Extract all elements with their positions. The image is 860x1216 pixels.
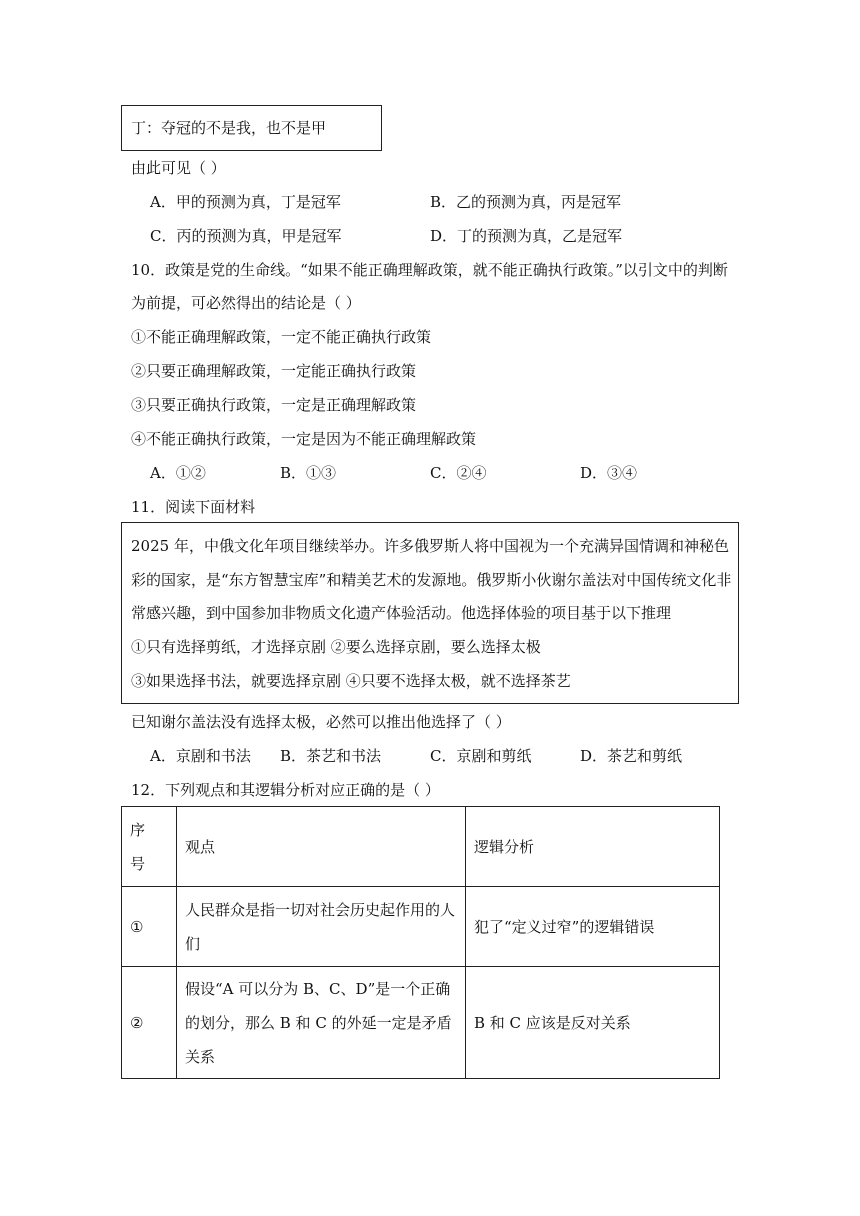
table-row xyxy=(122,967,720,1079)
row-view: 人民群众是指一切对社会历史起作用的人们 xyxy=(177,887,466,967)
q11-option-a[interactable]: A．京剧和书法 xyxy=(150,747,251,765)
question-12-stem: 12．下列观点和其逻辑分析对应正确的是（ ） xyxy=(131,781,440,799)
q10-statement-1: ①不能正确理解政策，一定不能正确执行政策 xyxy=(131,328,432,346)
row-number: ② xyxy=(122,967,177,1079)
q11-option-c[interactable]: C．京剧和剪纸 xyxy=(430,747,532,765)
material-line-4: ①只有选择剪纸，才选择京剧 ②要么选择京剧，要么选择太极 xyxy=(131,638,541,656)
header-number: 序号 xyxy=(122,807,177,887)
material-line-2: 彩的国家，是“东方智慧宝库”和精美艺术的发源地。俄罗斯小伙谢尔盖法对中国传统文化非 xyxy=(131,571,732,589)
q9-option-d[interactable]: D．丁的预测为真，乙是冠军 xyxy=(430,227,623,245)
table-row xyxy=(122,887,720,967)
row-view: 假设“A 可以分为 B、C、D”是一个正确的划分，那么 B 和 C 的外延一定是矛盾关系 xyxy=(177,967,466,1079)
question-10-line1: 10．政策是党的生命线。“如果不能正确理解政策，就不能正确执行政策。”以引文中的判断 xyxy=(131,261,728,279)
header-view: 观点 xyxy=(177,807,466,887)
q10-statement-2: ②只要正确理解政策，一定能正确执行政策 xyxy=(131,362,417,380)
q11-option-d[interactable]: D．茶艺和剪纸 xyxy=(580,747,683,765)
row-analysis: B 和 C 应该是反对关系 xyxy=(466,967,720,1079)
q10-option-a[interactable]: A．①② xyxy=(150,464,206,482)
q10-statement-3: ③只要正确执行政策，一定是正确理解政策 xyxy=(131,396,417,414)
question-9-stem: 由此可见（ ） xyxy=(131,159,226,177)
row-analysis: 犯了“定义过窄”的逻辑错误 xyxy=(466,887,720,967)
question-11-title: 11．阅读下面材料 xyxy=(131,498,256,516)
statement-ding: 丁：夺冠的不是我，也不是甲 xyxy=(131,119,327,137)
q10-option-b[interactable]: B．①③ xyxy=(280,464,337,482)
material-line-1: 2025 年，中俄文化年项目继续举办。许多俄罗斯人将中国视为一个充满异国情调和神秘色 xyxy=(131,537,729,555)
q10-statement-4: ④不能正确执行政策，一定是因为不能正确理解政策 xyxy=(131,430,477,448)
q11-option-b[interactable]: B．茶艺和书法 xyxy=(280,747,382,765)
analysis-table xyxy=(121,806,720,1079)
material-line-3: 常感兴趣，到中国参加非物质文化遗产体验活动。他选择体验的项目基于以下推理 xyxy=(131,604,672,622)
question-11-stem: 已知谢尔盖法没有选择太极，必然可以推出他选择了（ ） xyxy=(131,713,511,731)
table-header-row xyxy=(122,807,720,887)
q9-option-a[interactable]: A．甲的预测为真，丁是冠军 xyxy=(150,193,341,211)
material-line-5: ③如果选择书法，就要选择京剧 ④只要不选择太极，就不选择茶艺 xyxy=(131,672,571,690)
q10-option-c[interactable]: C．②④ xyxy=(430,464,487,482)
header-analysis: 逻辑分析 xyxy=(466,807,720,887)
q9-option-c[interactable]: C．丙的预测为真，甲是冠军 xyxy=(150,227,342,245)
question-10-line2: 为前提，可必然得出的结论是（ ） xyxy=(131,294,361,312)
q10-option-d[interactable]: D．③④ xyxy=(580,464,638,482)
row-number: ① xyxy=(122,887,177,967)
q9-option-b[interactable]: B．乙的预测为真，丙是冠军 xyxy=(430,193,622,211)
